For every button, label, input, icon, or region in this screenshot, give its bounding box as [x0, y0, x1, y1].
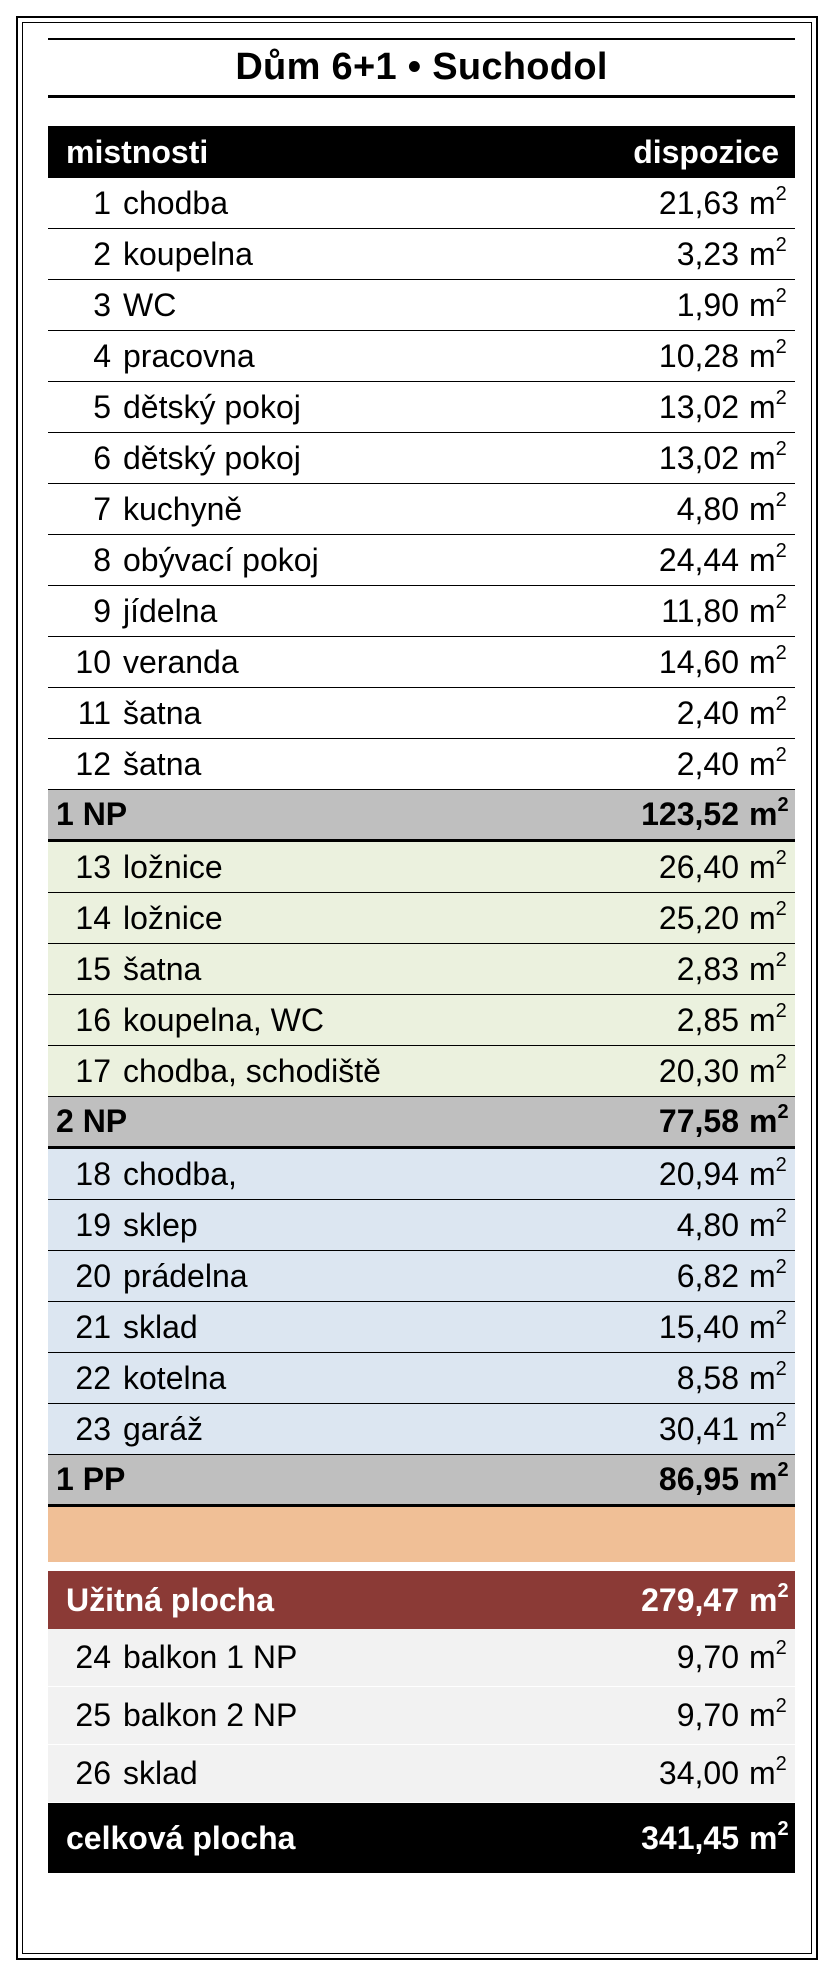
table-row	[48, 739, 795, 790]
room-name: ložnice	[123, 848, 223, 885]
room-number: 11	[77, 694, 111, 731]
table-row	[48, 1200, 795, 1251]
room-number: 14	[75, 899, 111, 936]
room-name: balkon 2 NP	[123, 1697, 298, 1733]
unit-label: $m^2$	[749, 743, 787, 782]
room-number: 1	[93, 184, 111, 221]
room-number: 2	[93, 235, 111, 272]
room-area: 21,63	[658, 184, 739, 221]
room-name: koupelna	[123, 235, 253, 272]
room-number: 12	[75, 745, 111, 782]
room-name: garáž	[123, 1410, 204, 1447]
room-number: 8	[93, 541, 111, 578]
header-layout: dispozice	[633, 133, 779, 170]
room-number: 22	[75, 1359, 111, 1396]
unit-label: $m^2$	[749, 1204, 787, 1243]
summary-area: 86,95	[658, 1461, 739, 1497]
room-name: chodba,	[123, 1155, 237, 1192]
table-row	[48, 1629, 795, 1687]
table-row	[48, 382, 795, 433]
room-area: 20,30	[658, 1052, 739, 1089]
room-area: 1,90	[676, 286, 739, 323]
unit-label: $m^2$	[749, 846, 787, 885]
unit-label: $m^2$	[749, 386, 787, 425]
table-row	[48, 995, 795, 1046]
room-name: sklad	[123, 1755, 198, 1791]
separator-bar	[48, 1507, 795, 1563]
room-number: 17	[75, 1052, 111, 1089]
room-area: 9,70	[676, 1639, 739, 1675]
basement-section	[48, 1149, 795, 1455]
unit-label: $m^2$	[749, 1579, 789, 1618]
room-area: 2,83	[676, 950, 739, 987]
room-area: 15,40	[658, 1308, 739, 1345]
summary-label: 1 PP	[56, 1461, 126, 1497]
room-number: 23	[75, 1410, 111, 1447]
unit-label: $m^2$	[749, 335, 787, 374]
table-row	[48, 944, 795, 995]
summary-label: 1 NP	[56, 796, 128, 832]
floor1-summary	[48, 790, 795, 842]
unit-label: $m^2$	[749, 284, 787, 323]
total-area-row	[48, 1803, 795, 1873]
room-number: 20	[75, 1257, 111, 1294]
table-row	[48, 1745, 795, 1803]
unit-label: $m^2$	[749, 488, 787, 527]
room-number: 26	[75, 1755, 111, 1791]
floor1-section	[48, 178, 795, 790]
room-name: ložnice	[123, 899, 223, 936]
room-area: 10,28	[658, 337, 739, 374]
room-name: sklep	[123, 1206, 198, 1243]
room-number: 16	[75, 1001, 111, 1038]
table-row	[48, 178, 795, 229]
basement-summary	[48, 1455, 795, 1507]
unit-label: $m^2$	[749, 1637, 787, 1675]
unit-label: $m^2$	[749, 794, 789, 832]
summary-label: 2 NP	[56, 1103, 128, 1139]
table-row	[48, 842, 795, 893]
room-name: obývací pokoj	[123, 541, 319, 578]
room-number: 25	[75, 1697, 111, 1733]
table-row	[48, 1353, 795, 1404]
room-area: 6,82	[676, 1257, 739, 1294]
room-name: sklad	[123, 1308, 198, 1345]
unit-label: $m^2$	[749, 437, 787, 476]
room-area: 8,58	[676, 1359, 739, 1396]
useful-area-label: Užitná plocha	[66, 1581, 275, 1618]
room-name: prádelna	[123, 1257, 248, 1294]
room-area: 2,85	[676, 1001, 739, 1038]
unit-label: $m^2$	[749, 1153, 787, 1192]
room-number: 5	[93, 388, 111, 425]
table-row	[48, 280, 795, 331]
table-row	[48, 535, 795, 586]
table-row	[48, 1687, 795, 1745]
room-name: balkon 1 NP	[123, 1639, 298, 1675]
table-row	[48, 484, 795, 535]
unit-label: $m^2$	[749, 1753, 787, 1791]
table-row	[48, 331, 795, 382]
room-area: 13,02	[658, 388, 739, 425]
useful-area-value: 279,47	[641, 1581, 739, 1618]
room-number: 21	[75, 1308, 111, 1345]
room-area: 2,40	[676, 745, 739, 782]
room-number: 10	[75, 643, 111, 680]
room-name: chodba	[123, 184, 228, 221]
table-header	[48, 126, 795, 178]
table-row	[48, 637, 795, 688]
unit-label: $m^2$	[749, 1255, 787, 1294]
unit-label: $m^2$	[749, 233, 787, 272]
unit-label: $m^2$	[749, 590, 787, 629]
unit-label: $m^2$	[749, 182, 787, 221]
unit-label: $m^2$	[749, 897, 787, 936]
room-number: 7	[93, 490, 111, 527]
unit-label: $m^2$	[749, 1357, 787, 1396]
room-area: 14,60	[658, 643, 739, 680]
header-rooms: mistnosti	[66, 133, 209, 170]
unit-label: $m^2$	[749, 539, 787, 578]
summary-area: 77,58	[658, 1103, 739, 1139]
room-area: 24,44	[658, 541, 739, 578]
unit-label: $m^2$	[749, 999, 787, 1038]
room-number: 18	[75, 1155, 111, 1192]
table-row	[48, 1251, 795, 1302]
floor2-summary	[48, 1097, 795, 1149]
room-number: 4	[93, 337, 111, 374]
room-area: 13,02	[658, 439, 739, 476]
unit-label: $m^2$	[749, 948, 787, 987]
room-area: 3,23	[676, 235, 739, 272]
room-area: 2,40	[676, 694, 739, 731]
separator-gap	[48, 1563, 795, 1571]
room-area: 26,40	[658, 848, 739, 885]
table-row	[48, 1302, 795, 1353]
room-area: 9,70	[676, 1697, 739, 1733]
room-name: pracovna	[123, 337, 255, 374]
unit-label: $m^2$	[749, 641, 787, 680]
room-name: šatna	[123, 950, 202, 987]
room-area: 4,80	[676, 1206, 739, 1243]
room-number: 3	[93, 286, 111, 323]
room-number: 6	[93, 439, 111, 476]
room-area: 30,41	[658, 1410, 739, 1447]
room-area: 20,94	[658, 1155, 739, 1192]
room-name: veranda	[123, 643, 239, 680]
unit-label: $m^2$	[749, 1817, 789, 1856]
summary-area: 123,52	[641, 796, 739, 832]
room-area: 11,80	[661, 592, 739, 629]
room-table	[48, 38, 795, 1873]
table-row	[48, 229, 795, 280]
room-name: kuchyně	[123, 490, 243, 527]
room-number: 15	[75, 950, 111, 987]
room-name: kotelna	[123, 1359, 227, 1396]
room-area: 34,00	[658, 1755, 739, 1791]
room-name: koupelna, WC	[123, 1001, 324, 1038]
room-name: šatna	[123, 745, 202, 782]
room-name: chodba, schodiště	[123, 1052, 381, 1089]
table-row	[48, 433, 795, 484]
room-name: WC	[123, 286, 177, 323]
unit-label: $m^2$	[749, 1101, 789, 1139]
useful-area-row	[48, 1571, 795, 1629]
room-number: 19	[75, 1206, 111, 1243]
room-name: dětský pokoj	[123, 439, 301, 476]
room-area: 4,80	[676, 490, 739, 527]
room-name: dětský pokoj	[123, 388, 301, 425]
room-name: šatna	[123, 694, 202, 731]
table-row	[48, 1149, 795, 1200]
table-row	[48, 1404, 795, 1455]
table-row	[48, 893, 795, 944]
table-row	[48, 688, 795, 739]
unit-label: $m^2$	[749, 692, 787, 731]
unit-label: $m^2$	[749, 1695, 787, 1733]
extras-section	[48, 1629, 795, 1803]
total-area-label: celková plocha	[66, 1819, 296, 1856]
table-row	[48, 586, 795, 637]
room-area: 25,20	[658, 899, 739, 936]
unit-label: $m^2$	[749, 1306, 787, 1345]
total-area-value: 341,45	[641, 1819, 739, 1856]
unit-label: $m^2$	[749, 1050, 787, 1089]
page-title: Dům 6+1 • Suchodol	[48, 38, 795, 98]
room-number: 24	[75, 1639, 111, 1675]
room-name: jídelna	[123, 592, 218, 629]
unit-label: $m^2$	[749, 1459, 789, 1497]
unit-label: $m^2$	[749, 1408, 787, 1447]
room-number: 13	[75, 848, 111, 885]
room-number: 9	[93, 592, 111, 629]
floor2-section	[48, 842, 795, 1097]
table-row	[48, 1046, 795, 1097]
